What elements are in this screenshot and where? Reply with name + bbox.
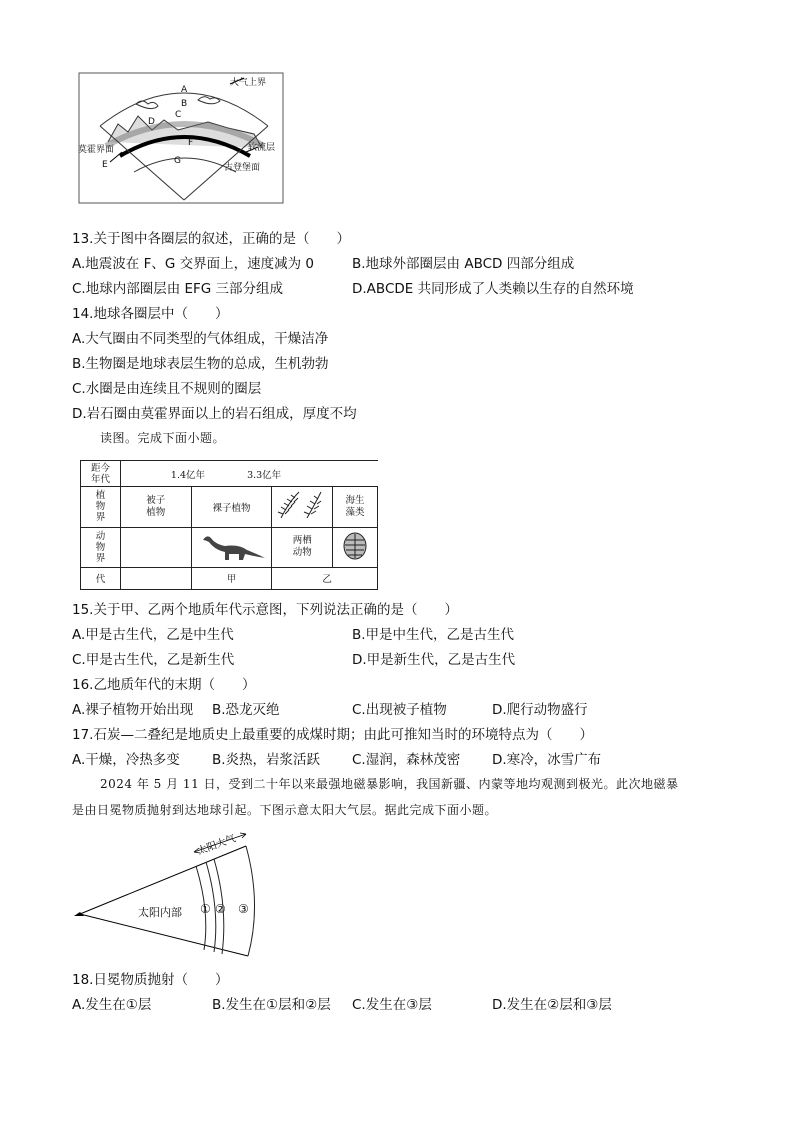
- layer-1-label: ①: [200, 902, 211, 916]
- layer-b-label: B: [181, 99, 188, 109]
- row-head-plants: 植 物 界: [81, 487, 121, 527]
- layer-e-label: E: [102, 160, 108, 170]
- layer-f-label: F: [188, 138, 194, 148]
- layer-3-label: ③: [238, 902, 249, 916]
- q16-stem: 16.乙地质年代的末期（ ）: [72, 677, 256, 693]
- q16-option-d: D.爬行动物盛行: [492, 702, 588, 718]
- q16-option-a: A.裸子植物开始出现: [72, 702, 194, 718]
- cell-marine-algae: 海生 藻类: [333, 487, 378, 527]
- q18-stem: 18.日冕物质抛射（ ）: [72, 972, 229, 988]
- q13-stem: 13.关于图中各圈层的叙述，正确的是（ ）: [72, 231, 350, 247]
- intro-read-figure: 读图。完成下面小题。: [100, 431, 226, 445]
- moho-label: 莫霍界面: [78, 145, 115, 155]
- dinosaur-icon: [191, 527, 272, 567]
- q18-option-b: B.发生在①层和②层: [212, 997, 331, 1013]
- era-yi: 乙: [272, 567, 378, 589]
- sun-interior-label: 太阳内部: [138, 906, 182, 919]
- q17-option-c: C.湿润，森林茂密: [352, 752, 461, 768]
- q13-option-d: D.ABCDE 共同形成了人类赖以生存的自然环境: [352, 281, 634, 297]
- layer-d-label: D: [148, 117, 155, 127]
- age-1-4: 1.4亿年: [170, 469, 206, 481]
- q14-option-b: B.生物圈是地球表层生物的总成，生机勃勃: [72, 356, 329, 372]
- q13-option-c: C.地球内部圈层由 EFG 三部分组成: [72, 281, 284, 297]
- q17-option-a: A.干燥，冷热多变: [72, 752, 180, 768]
- cell-angiosperm: 被子 植物: [120, 487, 191, 527]
- solar-atmosphere-diagram: [70, 832, 270, 962]
- row-head-animals: 动 物 界: [81, 527, 121, 567]
- gutenberg-label: 古登堡面: [224, 163, 261, 173]
- q17-stem: 17.石炭—二叠纪是地质史上最重要的成煤时期；由此可推知当时的环境特点为（ ）: [72, 727, 593, 743]
- sun-atmosphere-label: 太阳大气: [196, 833, 238, 858]
- q14-stem: 14.地球各圈层中（ ）: [72, 306, 229, 322]
- q13-option-a: A.地震波在 F、G 交界面上，速度减为 0: [72, 256, 314, 272]
- cell-amphibian: 两栖 动物: [272, 527, 333, 567]
- q16-option-b: B.恐龙灭绝: [212, 702, 280, 718]
- age-3-3: 3.3亿年: [247, 469, 282, 481]
- q15-option-c: C.甲是古生代，乙是新生代: [72, 652, 235, 668]
- q14-option-c: C.水圈是由连续且不规则的圈层: [72, 381, 262, 397]
- cell-animal-blank: [120, 527, 191, 567]
- geologic-era-table: [80, 460, 378, 590]
- atm-top-label: 大气上界: [230, 78, 267, 88]
- q18-option-d: D.发生在②层和③层: [492, 997, 612, 1013]
- layer-g-label: G: [174, 156, 181, 166]
- q14-option-a: A.大气圈由不同类型的气体组成，干燥洁净: [72, 331, 329, 347]
- q13-option-b: B.地球外部圈层由 ABCD 四部分组成: [352, 256, 575, 272]
- intro-geomagnetic-line1: 2024 年 5 月 11 日，受到二十年以来最强地磁暴影响，我国新疆、内蒙等地均观测到极光。此次地磁暴: [100, 777, 679, 791]
- trilobite-icon: [333, 527, 378, 567]
- row-head-age: 距今 年代: [81, 461, 121, 487]
- q14-option-d: D.岩石圈由莫霍界面以上的岩石组成，厚度不均: [72, 406, 357, 422]
- layer-c-label: C: [175, 110, 182, 120]
- fern-icon: [272, 487, 333, 527]
- layer-a-label: A: [181, 85, 188, 95]
- intro-geomagnetic-line2: 是由日冕物质抛射到达地球引起。下图示意太阳大气层。据此完成下面小题。: [72, 803, 498, 817]
- q15-option-a: A.甲是古生代，乙是中生代: [72, 627, 234, 643]
- q18-option-c: C.发生在③层: [352, 997, 432, 1013]
- row-head-era: 代: [81, 567, 121, 589]
- q16-option-c: C.出现被子植物: [352, 702, 447, 718]
- solar-atmosphere-figure: [70, 832, 270, 962]
- cell-gymnosperm: 裸子植物: [191, 487, 272, 527]
- q17-option-d: D.寒冷，冰雪广布: [492, 752, 602, 768]
- asthenosphere-label: 软流层: [248, 143, 276, 153]
- q17-option-b: B.炎热，岩浆活跃: [212, 752, 321, 768]
- earth-spheres-figure: [78, 72, 284, 204]
- q15-stem: 15.关于甲、乙两个地质年代示意图，下列说法正确的是（ ）: [72, 602, 458, 618]
- q15-option-d: D.甲是新生代，乙是古生代: [352, 652, 516, 668]
- era-jia: 甲: [191, 567, 272, 589]
- q18-option-a: A.发生在①层: [72, 997, 152, 1013]
- q15-option-b: B.甲是中生代，乙是古生代: [352, 627, 515, 643]
- layer-2-label: ②: [215, 902, 226, 916]
